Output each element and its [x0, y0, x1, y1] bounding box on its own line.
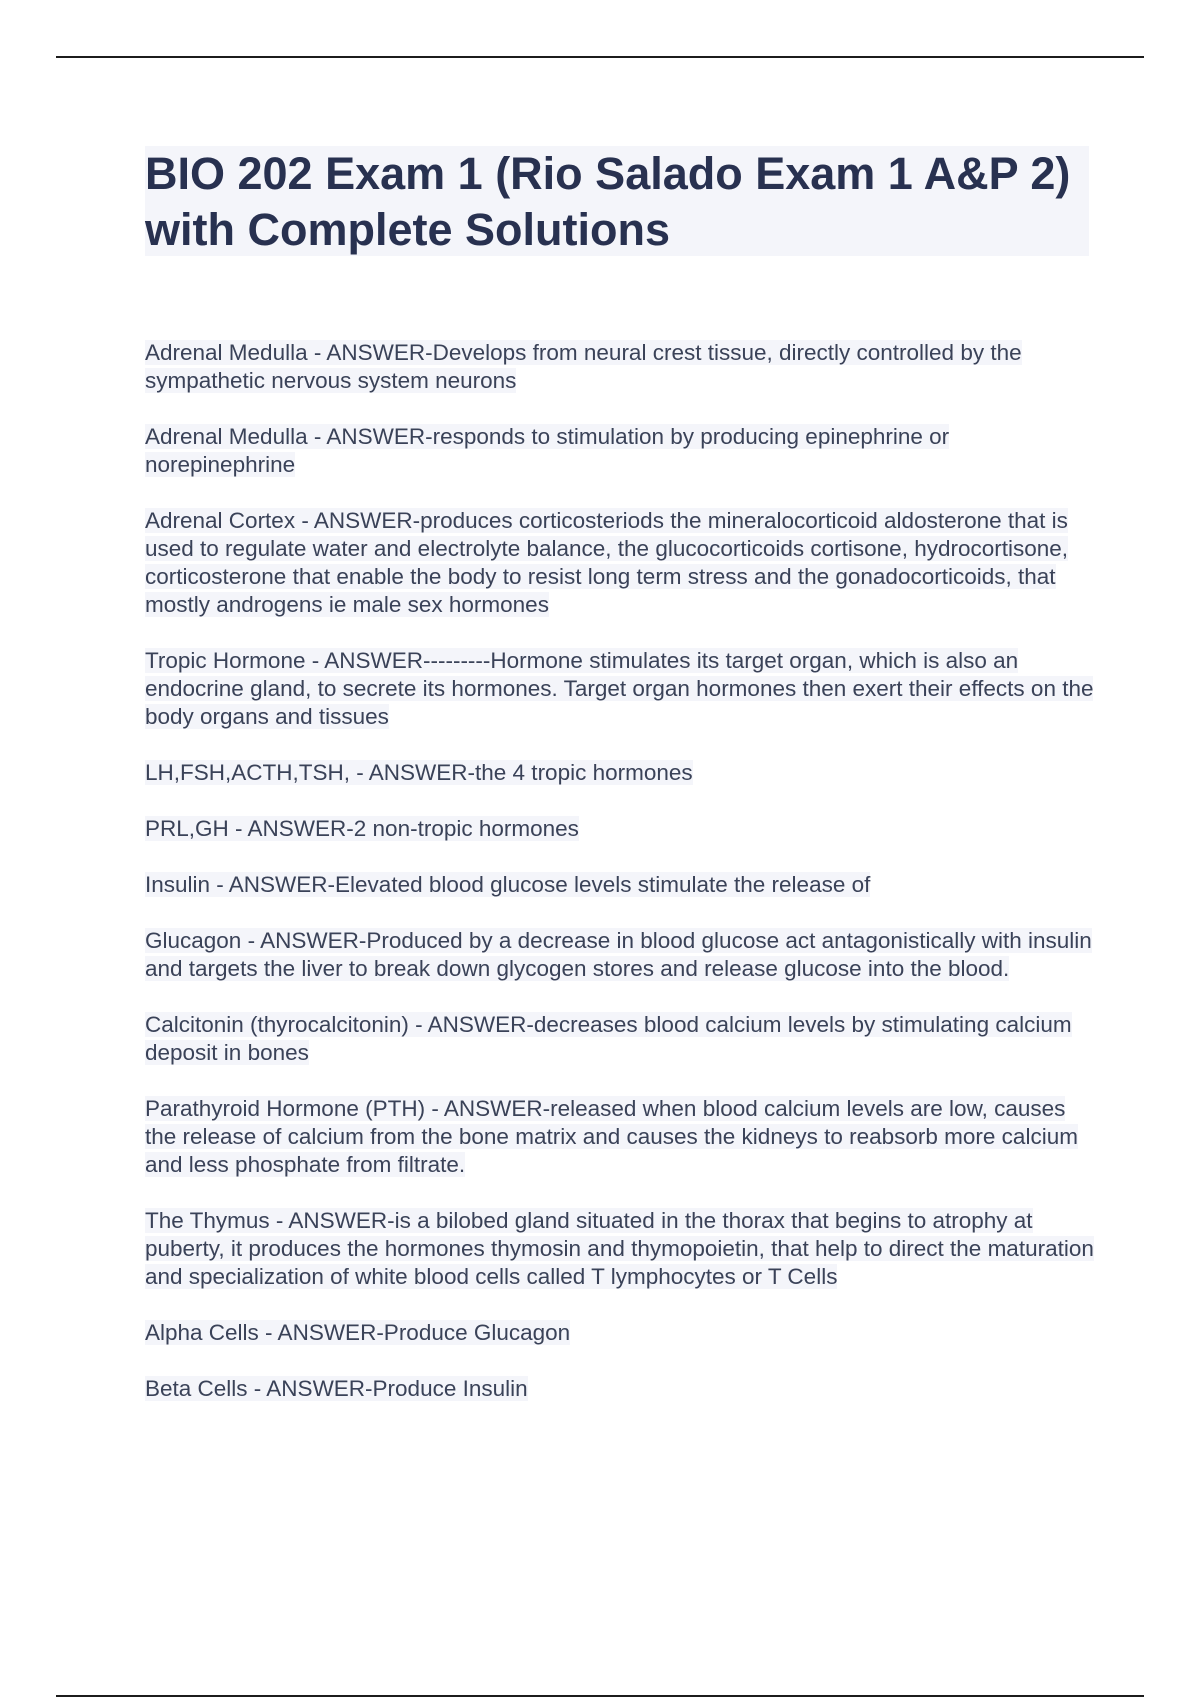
qa-entry-text: Adrenal Cortex - ANSWER-produces corticosteriods the mineralocorticoid aldosterone that is used to regulate water and electrolyte balance, the glucocorticoids cortisone, hydrocortisone, corticosterone that enable the body to resist long term stress and the gonadocorticoids, that mostly androgens ie male sex hormones [145, 508, 1069, 617]
qa-list [145, 339, 1095, 1431]
title-block [145, 146, 1089, 256]
qa-entry-text: Glucagon - ANSWER-Produced by a decrease in blood glucose act antagonistically with insulin and targets the liver to break down glycogen stores and release glucose into the blood. [145, 928, 1092, 981]
qa-entry-text: Parathyroid Hormone (PTH) - ANSWER-released when blood calcium levels are low, causes the release of calcium from the bone matrix and causes the kidneys to reabsorb more calcium and less phosphate from filtrate. [145, 1096, 1078, 1177]
qa-entry-text: Insulin - ANSWER-Elevated blood glucose levels stimulate the release of [145, 872, 871, 897]
qa-entry [145, 1375, 1095, 1403]
qa-entry [145, 1207, 1095, 1291]
qa-entry [145, 1011, 1095, 1067]
qa-entry [145, 339, 1095, 395]
qa-entry [145, 423, 1095, 479]
qa-entry [145, 759, 1095, 787]
qa-entry [145, 815, 1095, 843]
qa-entry [145, 647, 1095, 731]
qa-entry [145, 1319, 1095, 1347]
qa-entry-text: Adrenal Medulla - ANSWER-Develops from neural crest tissue, directly controlled by the sympathetic nervous system neurons [145, 340, 1022, 393]
page-title: BIO 202 Exam 1 (Rio Salado Exam 1 A&P 2) with Complete Solutions [145, 148, 1071, 255]
qa-entry-text: LH,FSH,ACTH,TSH, - ANSWER-the 4 tropic hormones [145, 760, 693, 785]
qa-entry-text: The Thymus - ANSWER-is a bilobed gland situated in the thorax that begins to atrophy at puberty, it produces the hormones thymosin and thymopoietin, that help to direct the maturation and specialization of white blood cells called T lymphocytes or T Cells [145, 1208, 1094, 1289]
top-divider [56, 56, 1144, 58]
qa-entry [145, 871, 1095, 899]
qa-entry-text: Beta Cells - ANSWER-Produce Insulin [145, 1376, 528, 1401]
qa-entry-text: PRL,GH - ANSWER-2 non-tropic hormones [145, 816, 579, 841]
qa-entry [145, 927, 1095, 983]
qa-entry-text: Alpha Cells - ANSWER-Produce Glucagon [145, 1320, 571, 1345]
qa-entry-text: Tropic Hormone - ANSWER---------Hormone stimulates its target organ, which is also an endocrine gland, to secrete its hormones. Target organ hormones then exert their effects on the body organs and tissues [145, 648, 1094, 729]
bottom-divider [56, 1695, 1144, 1697]
qa-entry-text: Calcitonin (thyrocalcitonin) - ANSWER-decreases blood calcium levels by stimulating calcium deposit in bones [145, 1012, 1072, 1065]
qa-entry [145, 507, 1095, 619]
qa-entry-text: Adrenal Medulla - ANSWER-responds to stimulation by producing epinephrine or norepinephrine [145, 424, 950, 477]
qa-entry [145, 1095, 1095, 1179]
